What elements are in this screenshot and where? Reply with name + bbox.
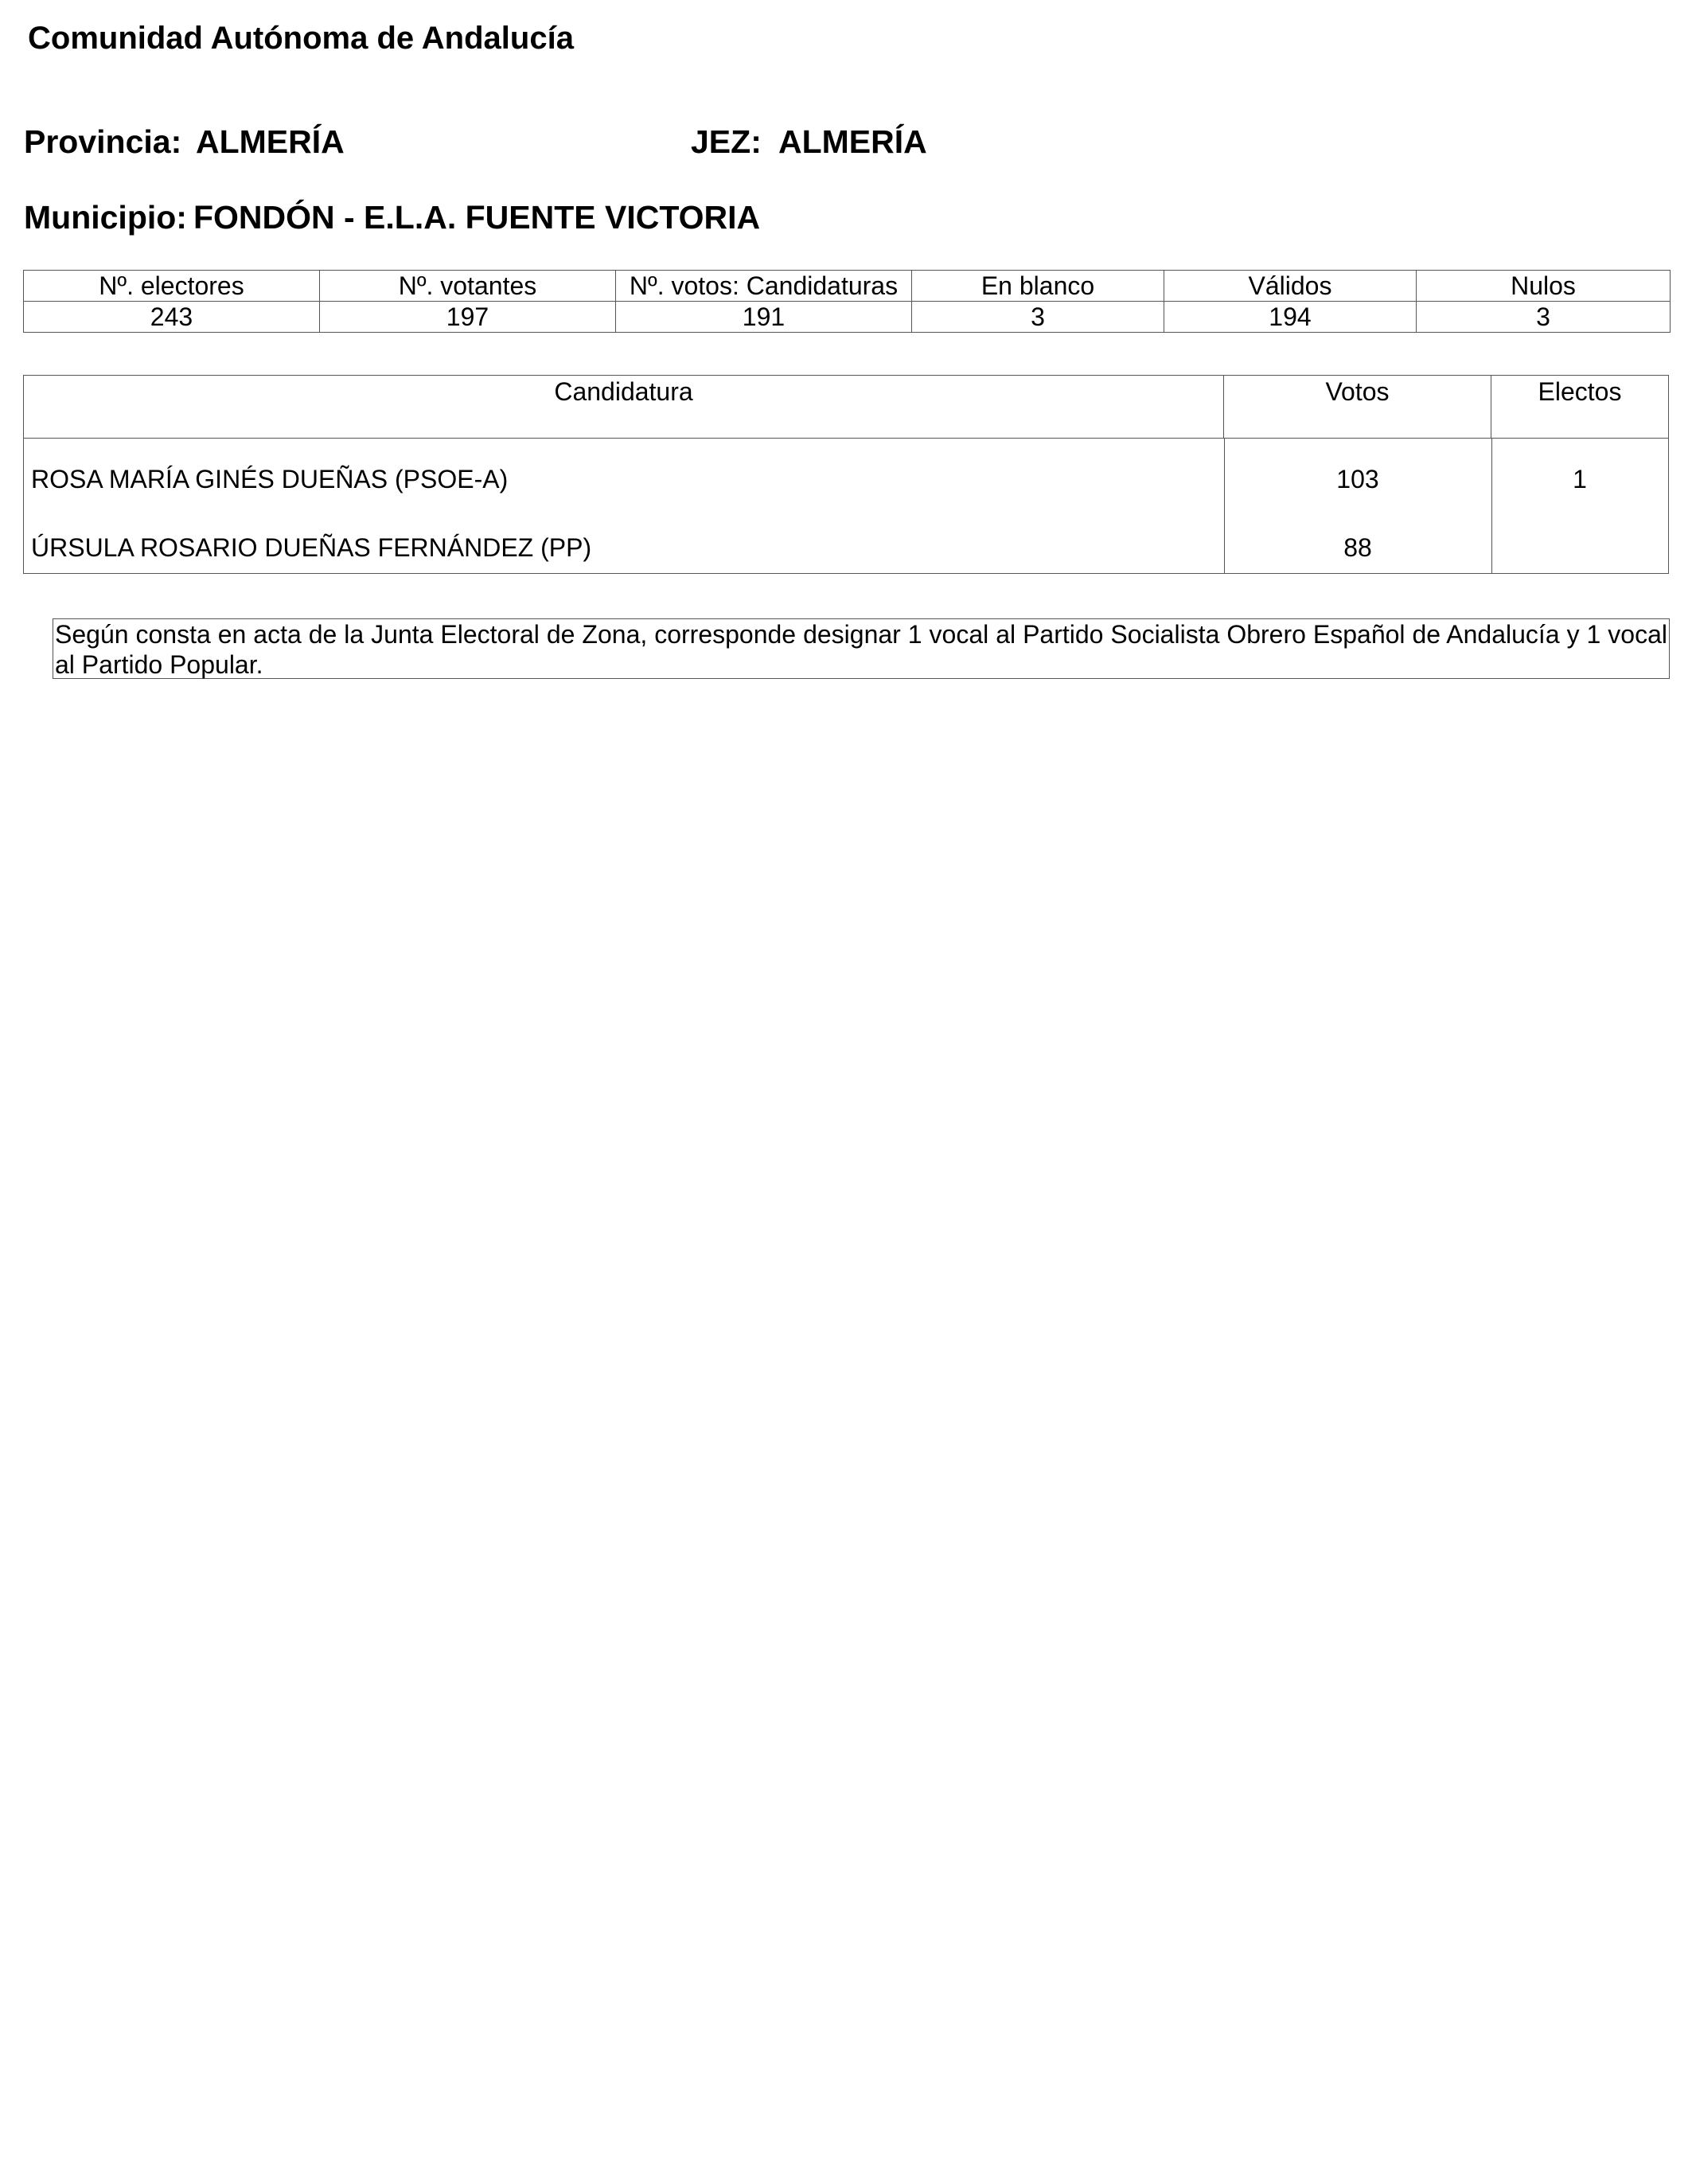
vocal-assignment-note: Según consta en acta de la Junta Electoral de Zona, corresponde designar 1 vocal al Partido Socialista Obrero Español de Andalucía y 1 vocal al Partido Popular. xyxy=(53,618,1670,679)
summary-value-votantes: 197 xyxy=(320,302,616,333)
summary-header-row xyxy=(24,271,1671,302)
summary-header-en-blanco: En blanco xyxy=(912,271,1164,302)
summary-header-validos: Válidos xyxy=(1164,271,1417,302)
summary-value-row xyxy=(24,302,1671,333)
municipio-line xyxy=(24,199,760,236)
provincia-value: ALMERÍA xyxy=(196,123,345,160)
summary-table xyxy=(23,270,1671,333)
summary-value-en-blanco: 3 xyxy=(912,302,1164,333)
region-title: Comunidad Autónoma de Andalucía xyxy=(28,21,574,56)
municipio-label: Municipio: xyxy=(24,199,187,236)
municipio-value: FONDÓN - E.L.A. FUENTE VICTORIA xyxy=(193,199,761,236)
header-votos: Votos xyxy=(1224,376,1491,439)
summary-header-nulos: Nulos xyxy=(1417,271,1671,302)
jez-label: JEZ: xyxy=(691,123,762,160)
summary-value-validos: 194 xyxy=(1164,302,1417,333)
candidate-row xyxy=(24,463,1668,495)
candidate-name: ÚRSULA ROSARIO DUEÑAS FERNÁNDEZ (PP) xyxy=(31,533,592,562)
candidate-votos: 103 xyxy=(1336,465,1379,493)
summary-value-nulos: 3 xyxy=(1417,302,1671,333)
header-candidatura: Candidatura xyxy=(24,376,1224,439)
summary-value-electores: 243 xyxy=(24,302,320,333)
candidate-row xyxy=(24,532,1668,564)
jez-value: ALMERÍA xyxy=(778,123,927,160)
summary-value-votos-candidaturas: 191 xyxy=(616,302,912,333)
candidate-electos: 1 xyxy=(1573,465,1587,493)
summary-header-votantes: Nº. votantes xyxy=(320,271,616,302)
candidate-votos: 88 xyxy=(1343,533,1372,562)
summary-header-electores: Nº. electores xyxy=(24,271,320,302)
provincia-label: Provincia: xyxy=(24,123,182,160)
header-electos: Electos xyxy=(1491,376,1668,439)
candidates-table xyxy=(23,375,1669,574)
summary-header-votos-candidaturas: Nº. votos: Candidaturas xyxy=(616,271,912,302)
candidate-name: ROSA MARÍA GINÉS DUEÑAS (PSOE-A) xyxy=(31,465,509,493)
